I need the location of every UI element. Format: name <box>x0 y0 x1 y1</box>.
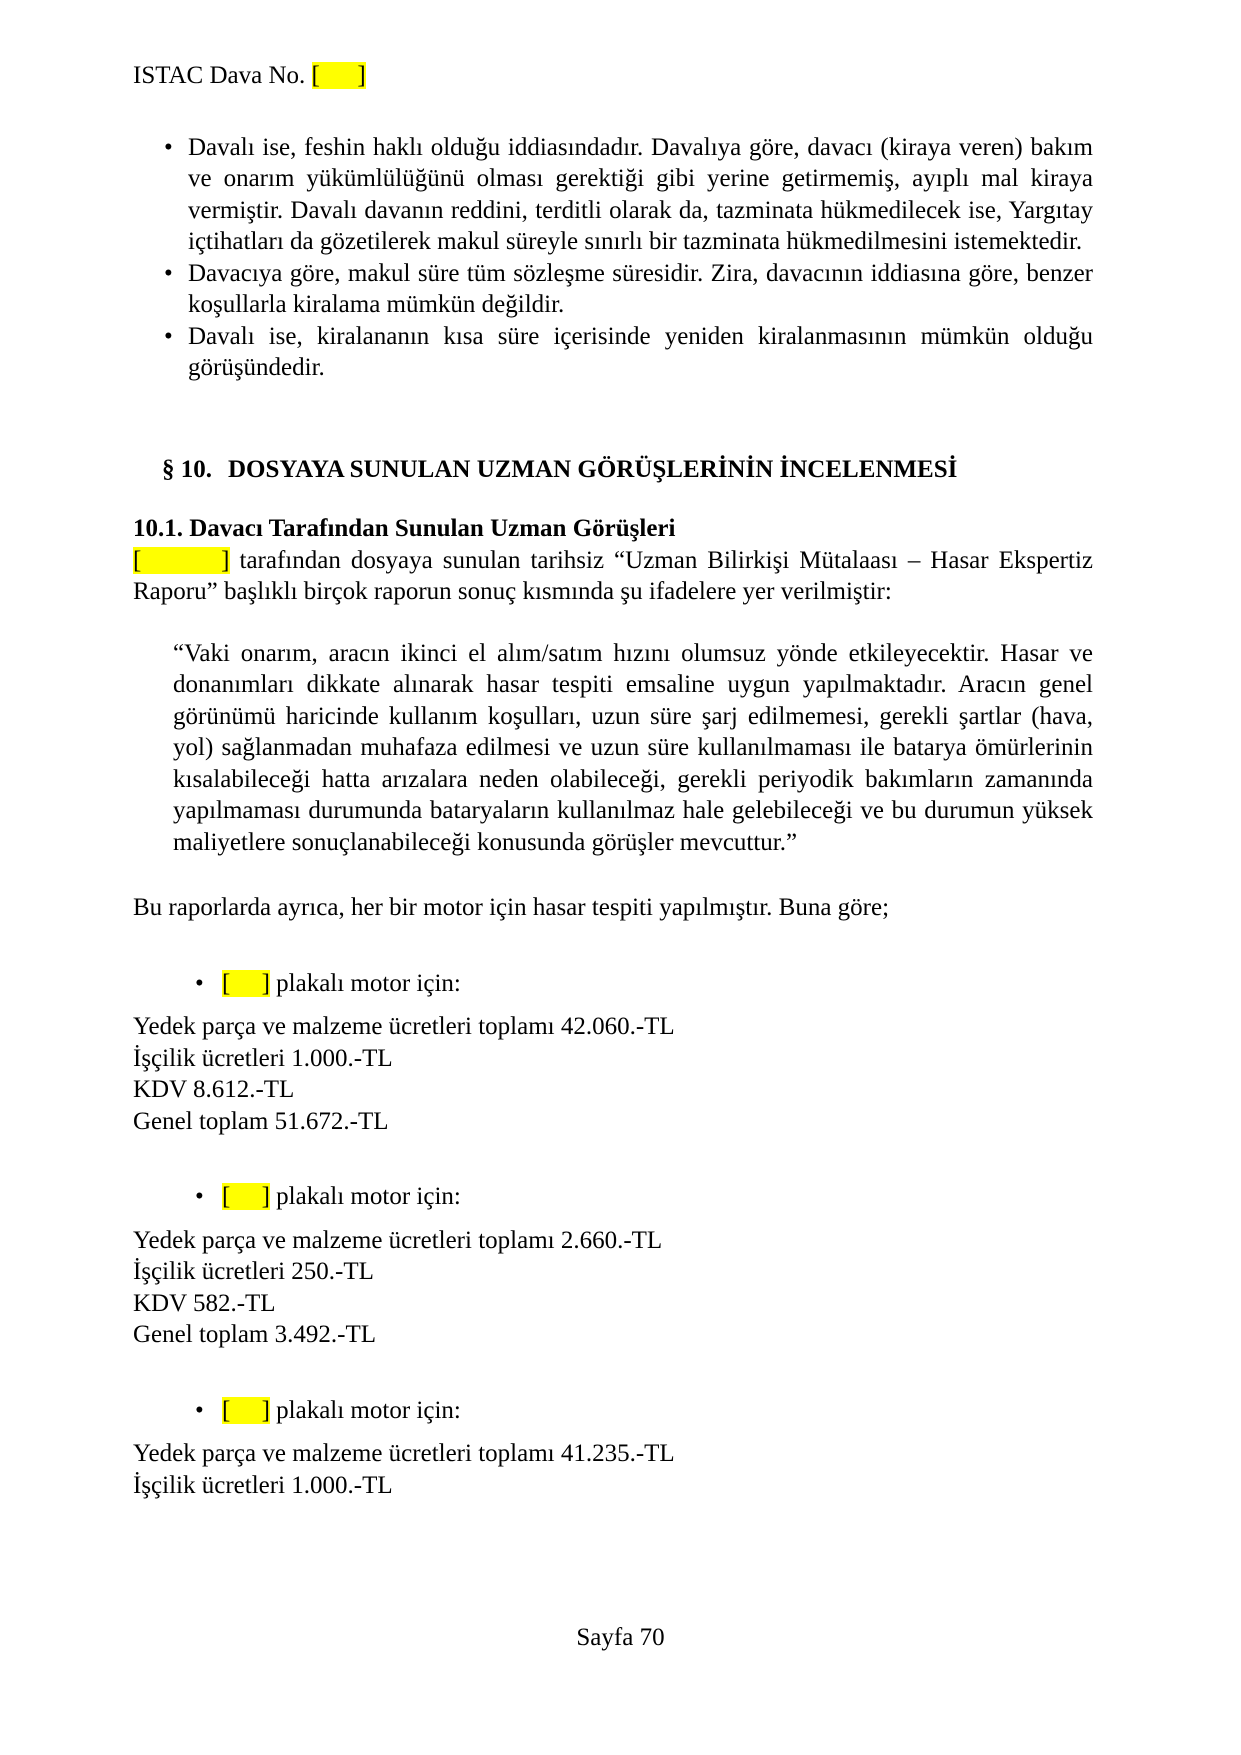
party-name-redaction: [ ] <box>133 546 230 574</box>
bullet-text: Davacıya göre, makul süre tüm sözleşme süresidir. Zira, davacının iddiasına göre, benzer koşullarla kiralama mümkün değildir. <box>188 259 1093 318</box>
motor-bullet-label: plakalı motor için: <box>276 1396 461 1424</box>
expert-report-quote: “Vaki onarım, aracın ikinci el alım/satım hızını olumsuz yönde etkileyecektir. Hasar ve donanımları dikkate alınarak hasar tespiti emsaline uygun yapılmaktadır. Aracın genel görünümü haricinde kullanım koşulları, uzun süre şarj edilmemesi, gerekli şartlar (hava, yol) sağlanmadan muhafaza edilmesi ve uzun süre kullanılmaması ile batarya ömürlerinin kısalabileceği hatta arızalara neden olabileceği, gerekli periyodik bakımların zamanında yapılmaması durumunda bataryaların kullanılmaz hale gelebileceği ve bu durumun yüksek maliyetlere sonuçlanabileceği konusunda görüşler mevcuttur.” <box>173 639 1093 856</box>
bullet-icon: • <box>195 969 204 997</box>
page-header <box>133 60 1093 92</box>
argument-bullet-list <box>133 132 1093 384</box>
plate-redaction: [ ] <box>222 969 270 997</box>
section-heading <box>162 454 1093 486</box>
case-number-label: ISTAC Dava No. <box>133 62 306 89</box>
motor-2-cost-lines <box>133 1225 1093 1351</box>
cost-line-parts: Yedek parça ve malzeme ücretleri toplamı 42.060.-TL <box>133 1013 675 1040</box>
cost-line-total: Genel toplam 51.672.-TL <box>133 1107 389 1135</box>
section-number: § 10. <box>162 455 212 483</box>
bullet-item-respondent-claim <box>133 132 1093 258</box>
motor-bullet-label: plakalı motor için: <box>276 969 461 997</box>
page-number: Sayfa 70 <box>576 1624 665 1651</box>
motor-3-cost-lines <box>133 1438 1093 1501</box>
bullet-text: Davalı ise, feshin haklı olduğu iddiasındadır. Davalıya göre, davacı (kiraya veren) bakım ve onarım yükümlülüğünü olması gerektiği gibi yerine getirmemiş, ayıplı mal kiraya vermiştir. Davalı davanın reddini, terditli olarak da, tazminata hükmedilecek ise, Yargıtay içtihatları da gözetilerek makul süreyle sınırlı bir tazminata hükmedilmesini istemektedir. <box>188 133 1093 255</box>
motor-bullet-2 <box>133 1181 1093 1213</box>
motor-1-cost-lines <box>133 1011 1093 1137</box>
plate-redaction: [ ] <box>222 1183 270 1210</box>
reports-note: Bu raporlarda ayrıca, her bir motor için hasar tespiti yapılmıştır. Buna göre; <box>133 894 890 921</box>
intro-paragraph <box>133 545 1093 608</box>
cost-line-labor: İşçilik ücretleri 1.000.-TL <box>133 1044 393 1072</box>
plate-redaction: [ ] <box>222 1396 270 1424</box>
case-number-redaction: [ ] <box>311 62 366 89</box>
cost-line-vat: KDV 582.-TL <box>133 1289 276 1317</box>
cost-line-vat: KDV 8.612.-TL <box>133 1076 295 1103</box>
bullet-icon: • <box>195 1396 204 1424</box>
section-title: DOSYAYA SUNULAN UZMAN GÖRÜŞLERİNİN İNCELENMESİ <box>228 455 958 483</box>
motor-bullet-1 <box>133 968 1093 1000</box>
bullet-icon: • <box>164 322 173 350</box>
cost-line-labor: İşçilik ücretleri 250.-TL <box>133 1258 374 1285</box>
subsection-heading: 10.1. Davacı Tarafından Sunulan Uzman Görüşleri <box>133 515 676 542</box>
motor-bullet-label: plakalı motor için: <box>276 1183 461 1210</box>
bullet-item-respondent-view <box>133 321 1093 384</box>
intro-text: tarafından dosyaya sunulan tarihsiz “Uzman Bilirkişi Mütalaası – Hasar Ekspertiz Raporu” başlıklı birçok raporun sonuç kısmında şu ifadelere yer verilmiştir: <box>133 546 1093 605</box>
bullet-icon: • <box>195 1183 204 1210</box>
bullet-icon: • <box>164 259 173 287</box>
bullet-text: Davalı ise, kiralananın kısa süre içerisinde yeniden kiralanmasının mümkün olduğu görüşündedir. <box>188 322 1093 381</box>
bullet-item-claimant-view <box>133 258 1093 321</box>
cost-line-parts: Yedek parça ve malzeme ücretleri toplamı 2.660.-TL <box>133 1226 663 1254</box>
cost-line-total: Genel toplam 3.492.-TL <box>133 1321 376 1348</box>
cost-line-parts: Yedek parça ve malzeme ücretleri toplamı 41.235.-TL <box>133 1440 675 1467</box>
bullet-icon: • <box>164 133 173 161</box>
cost-line-labor: İşçilik ücretleri 1.000.-TL <box>133 1471 393 1499</box>
motor-bullet-3 <box>133 1395 1093 1427</box>
